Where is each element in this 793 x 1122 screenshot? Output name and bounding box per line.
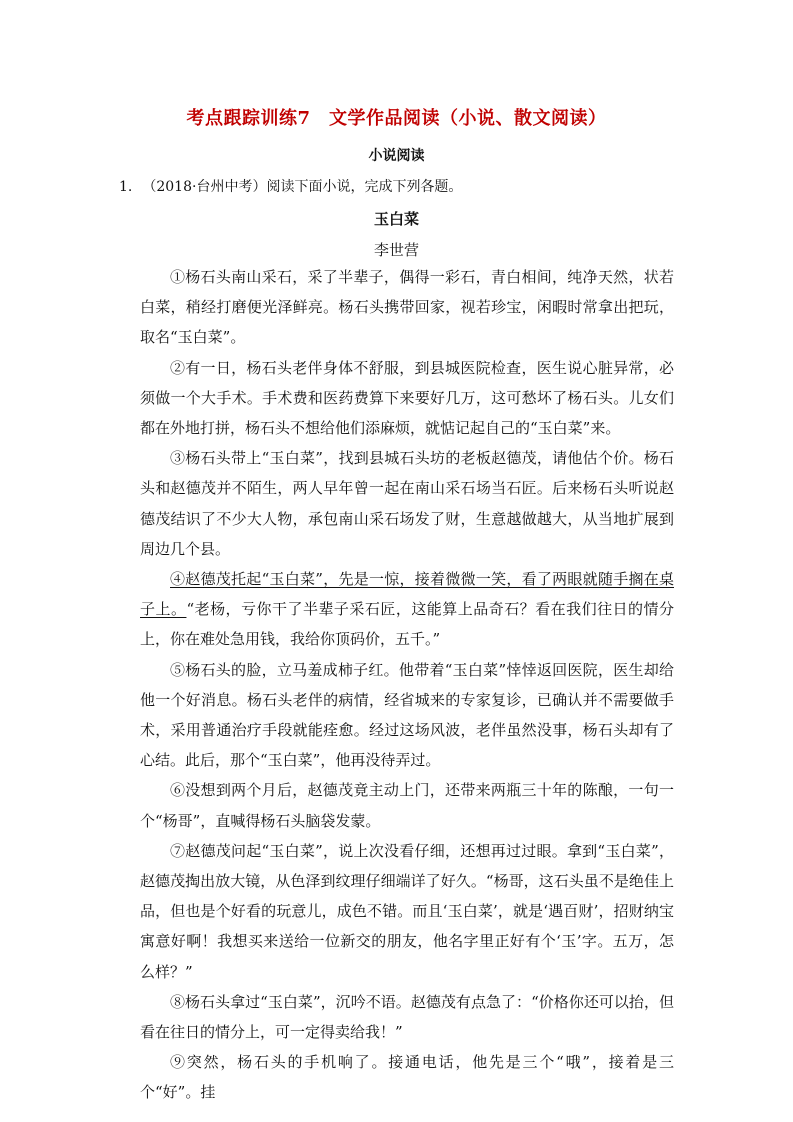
question-number: 1. bbox=[119, 179, 133, 195]
story-paragraph-5: ⑤杨石头的脸，立马羞成柿子红。他带着“玉白菜”悻悻返回医院，医生却给他一个好消息。杨石头老伴的病情，经省城来的专家复诊，已确认并不需要做手术，采用普通治疗手段就能痊愈。经过这场风波，老伴虽然没事，杨石头却有了心结。此后，那个“玉白菜”，他再没待弄过。 bbox=[140, 660, 674, 770]
story-paragraph-1: ①杨石头南山采石，采了半辈子，偶得一彩石，青白相间，纯净天然，状若白菜，稍经打磨便光泽鲜亮。杨石头携带回家，视若珍宝，闲暇时常拿出把玩，取名“玉白菜”。 bbox=[140, 268, 674, 347]
story-paragraph-4 bbox=[140, 564, 674, 655]
story-paragraph-9: ⑨突然，杨石头的手机响了。接通电话，他先是三个“哦”，接着是三个“好”。挂 bbox=[140, 1053, 674, 1102]
story-paragraph-4-rest: “老杨，亏你干了半辈子采石匠，这能算上品奇石？看在我们往日的情分上，你在难处急用钱，我给你顶码价，五千。” bbox=[140, 600, 674, 649]
section-title: 小说阅读 bbox=[368, 148, 425, 164]
page-title: 考点跟踪训练7 文学作品阅读（小说、散文阅读） bbox=[186, 108, 607, 129]
story-paragraph-6: ⑥没想到两个月后，赵德茂竟主动上门，还带来两瓶三十年的陈酿，一句一个“杨哥”，直喊得杨石头脑袋发蒙。 bbox=[140, 781, 674, 830]
underlined-sentence: ④赵德茂托起“玉白菜”，先是一惊，接着微微一笑，看了两眼就随手搁在桌子上。 bbox=[140, 570, 674, 619]
story-author: 李世营 bbox=[373, 241, 419, 259]
story-paragraph-3: ③杨石头带上“玉白菜”，找到县城石头坊的老板赵德茂，请他估个价。杨石头和赵德茂并不陌生，两人早年曾一起在南山采石场当石匠。后来杨石头听说赵德茂结识了不少大人物，承包南山采石场发了财，生意越做越大，从当地扩展到周边几个县。 bbox=[140, 449, 674, 558]
question-line bbox=[119, 176, 462, 196]
story-paragraph-2: ②有一日，杨石头老伴身体不舒服，到县城医院检查，医生说心脏异常，必须做一个大手术。手术费和医药费算下来要好几万，这可愁坏了杨石头。儿女们都在外地打拼，杨石头不想给他们添麻烦，就惦记起自己的“玉白菜”来。 bbox=[140, 358, 674, 438]
story-title: 玉白菜 bbox=[373, 210, 419, 228]
story-paragraph-8: ⑧杨石头拿过“玉白菜”，沉吟不语。赵德茂有点急了：“价格你还可以抬，但看在往日的情分上，可一定得卖给我！” bbox=[140, 992, 674, 1042]
story-paragraph-7: ⑦赵德茂问起“玉白菜”，说上次没看仔细，还想再过过眼。拿到“玉白菜”，赵德茂掏出放大镜，从色泽到纹理仔细端详了好久。“杨哥，这石头虽不是绝佳上品，但也是个好看的玩意儿，成色不错。而且‘玉白菜’，就是‘遇百财’，招财纳宝寓意好啊！我想买来送给一位新交的朋友，他名字里正好有个‘玉’字。五万，怎么样？” bbox=[140, 841, 674, 981]
question-text: （2018·台州中考）阅读下面小说，完成下列各题。 bbox=[142, 179, 463, 195]
story-body bbox=[140, 262, 674, 1108]
